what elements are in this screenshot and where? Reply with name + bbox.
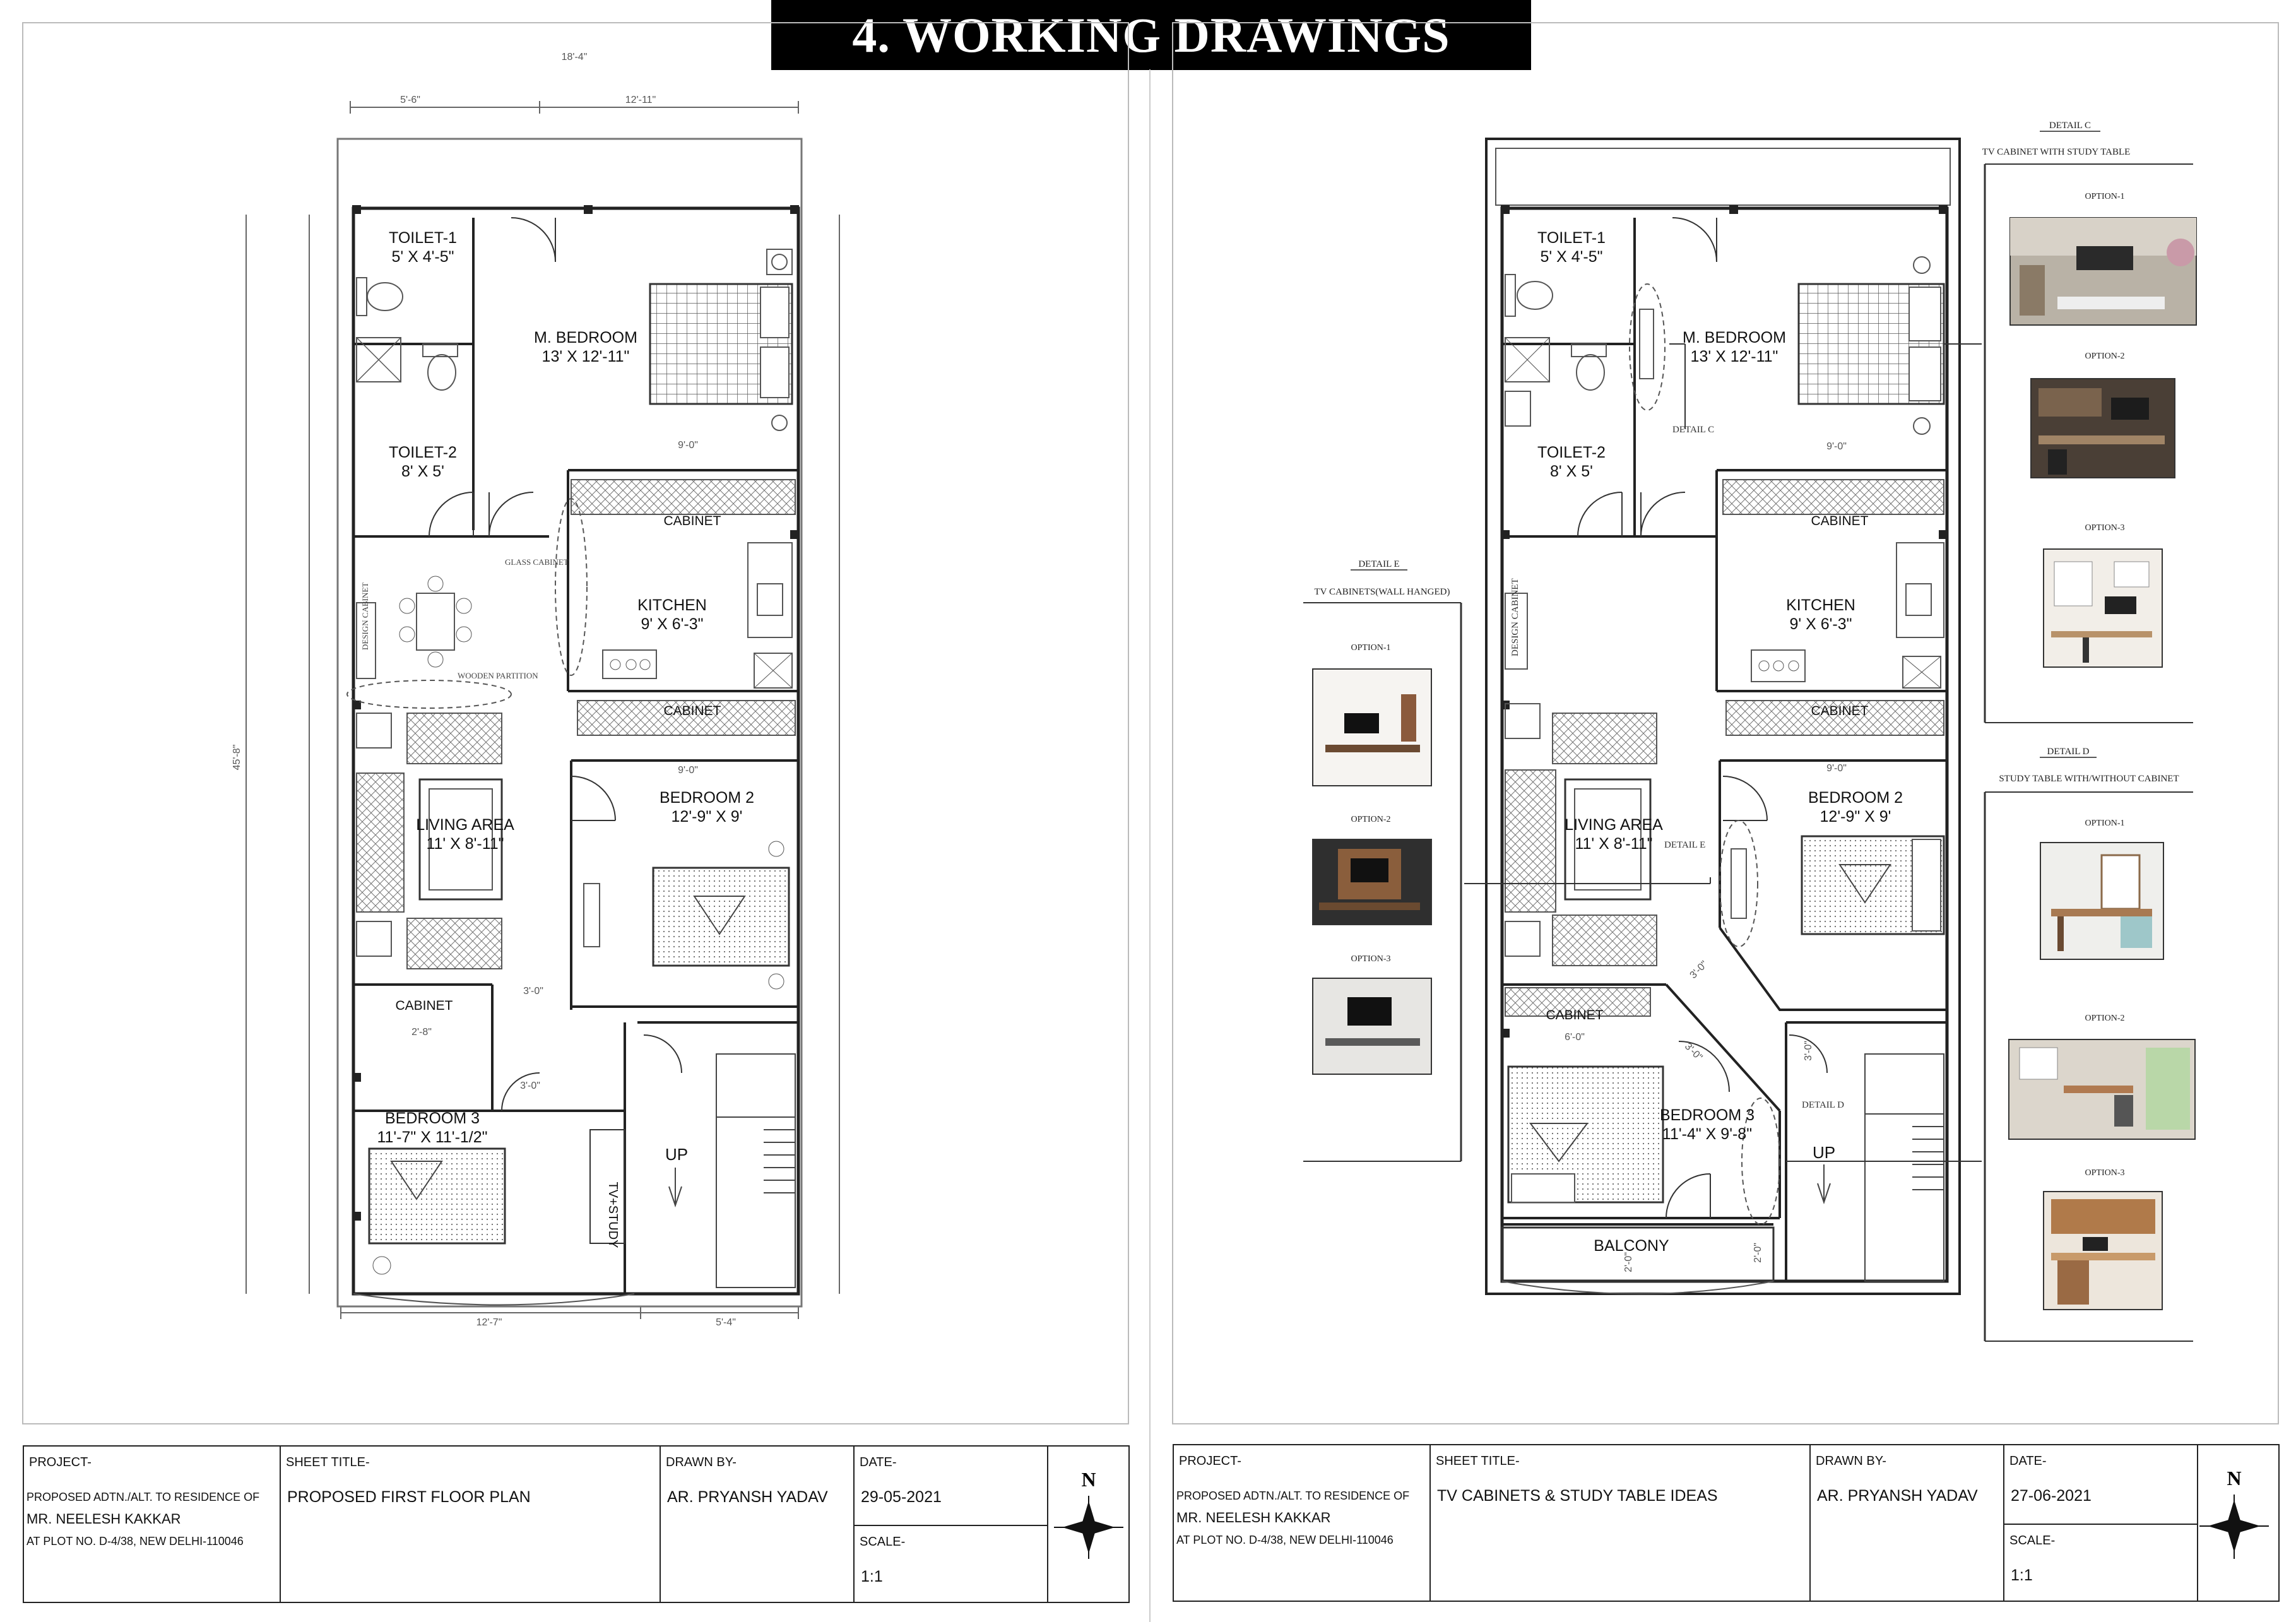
left-dim-9a: 9'-0" — [678, 440, 698, 451]
right-cabinet-b3-label: CABINET — [1546, 1008, 1604, 1022]
left-room-bedroom2-name: BEDROOM 2 — [659, 789, 755, 807]
right-sheet-title: TV CABINETS & STUDY TABLE IDEAS — [1437, 1487, 1718, 1505]
left-title-block — [23, 1445, 1130, 1603]
right-north-cell — [2198, 1445, 2278, 1601]
right-north-label: N — [2227, 1467, 2242, 1489]
left-dim-3b: 3'-0" — [520, 1080, 540, 1091]
left-room-kitchen-dim: 9' X 6'-3" — [641, 615, 704, 633]
left-dim-overall-width: 18'-4" — [561, 52, 588, 62]
left-room-toilet1-name: TOILET-1 — [389, 229, 457, 247]
left-project-label: PROJECT- — [29, 1455, 92, 1469]
left-room-kitchen-name: KITCHEN — [637, 596, 707, 614]
left-scale: 1:1 — [861, 1568, 883, 1585]
right-room-mbedroom-dim: 13' X 12'-11" — [1690, 348, 1778, 365]
right-dim-3b: 3'-0" — [1682, 1041, 1705, 1063]
left-cabinet-b3-label: CABINET — [395, 998, 453, 1013]
detail-c-option-1-label: OPTION-1 — [2085, 192, 2125, 201]
left-cabinet-mid-label: CABINET — [663, 704, 721, 718]
right-room-mbedroom-name: M. BEDROOM — [1683, 329, 1786, 346]
right-project-cell — [1174, 1445, 1431, 1601]
left-sheet-title: PROPOSED FIRST FLOOR PLAN — [287, 1488, 531, 1506]
detail-d-option-2-label: OPTION-2 — [2085, 1014, 2125, 1023]
left-dim-2: 2'-8" — [411, 1027, 432, 1038]
right-stair-up-label: UP — [1812, 1143, 1836, 1162]
right-project-line3: AT PLOT NO. D-4/38, NEW DELHI-110046 — [1176, 1534, 1394, 1546]
right-date-scale-cell — [2004, 1445, 2198, 1601]
right-detail-e-tag: DETAIL E — [1664, 840, 1706, 850]
detail-c-subtitle: TV CABINET WITH STUDY TABLE — [1982, 147, 2131, 157]
right-room-kitchen-name: KITCHEN — [1786, 596, 1855, 614]
right-dim-6: 6'-0" — [1565, 1032, 1585, 1043]
right-room-bedroom3-dim: 11'-4" X 9'-8" — [1662, 1125, 1753, 1143]
detail-d-option-2-image — [2009, 1039, 2195, 1139]
right-cabinet-mid-label: CABINET — [1811, 704, 1869, 718]
right-room-bedroom3-name: BEDROOM 3 — [1659, 1106, 1755, 1124]
left-dim-top-a: 5'-6" — [400, 95, 420, 105]
left-date-scale-cell — [855, 1447, 1048, 1602]
right-room-toilet1-dim: 5' X 4'-5" — [1540, 248, 1603, 266]
left-north-label: N — [1081, 1468, 1096, 1491]
right-sheet-title-label: SHEET TITLE- — [1436, 1454, 1520, 1468]
right-room-bedroom2-name: BEDROOM 2 — [1808, 789, 1903, 807]
right-room-toilet2-dim: 8' X 5' — [1550, 463, 1593, 480]
detail-e-option-3-image — [1313, 978, 1431, 1074]
left-cabinet-top-label: CABINET — [663, 514, 721, 528]
detail-c-title: DETAIL C — [2049, 121, 2092, 131]
left-date: 29-05-2021 — [861, 1488, 942, 1506]
right-date-label: DATE- — [2009, 1454, 2047, 1468]
detail-e-option-1-label: OPTION-1 — [1351, 643, 1391, 653]
detail-c-option-3-image — [2044, 549, 2162, 667]
right-drawn-by: AR. PRYANSH YADAV — [1817, 1487, 1978, 1505]
left-wooden-partition-label: WOODEN PARTITION — [458, 671, 538, 680]
left-dim-3a: 3'-0" — [523, 986, 543, 997]
left-dim-bottom-a: 12'-7" — [476, 1317, 502, 1328]
left-room-living-name: LIVING AREA — [416, 816, 514, 834]
left-room-bedroom2-dim: 12'-9" X 9' — [671, 808, 743, 826]
right-room-kitchen-dim: 9' X 6'-3" — [1789, 615, 1852, 633]
right-dim-2a: 2'-0" — [1623, 1252, 1634, 1272]
left-project-cell — [24, 1447, 281, 1602]
left-room-toilet2-name: TOILET-2 — [389, 444, 457, 461]
detail-d-option-3-label: OPTION-3 — [2085, 1168, 2125, 1178]
right-project-label: PROJECT- — [1179, 1454, 1241, 1468]
detail-e-option-1-image — [1313, 669, 1431, 786]
detail-d-title: DETAIL D — [2047, 747, 2090, 757]
detail-c-panel — [1982, 121, 2196, 723]
right-room-balcony-name: BALCONY — [1594, 1237, 1669, 1255]
detail-e-subtitle: TV CABINETS(WALL HANGED) — [1314, 587, 1450, 597]
left-room-toilet2-dim: 8' X 5' — [401, 463, 444, 480]
left-dim-top-b: 12'-11" — [625, 95, 656, 105]
left-room-mbedroom-dim: 13' X 12'-11" — [541, 348, 630, 365]
detail-c-option-2-image — [2031, 379, 2175, 478]
left-room-mbedroom-name: M. BEDROOM — [534, 329, 637, 346]
left-dim-9b: 9'-0" — [678, 765, 698, 776]
right-detail-c-tag: DETAIL C — [1672, 425, 1715, 435]
right-title-block — [1173, 1444, 2280, 1602]
left-room-living-dim: 11' X 8'-11" — [426, 835, 504, 853]
left-date-label: DATE- — [860, 1455, 897, 1469]
right-cabinet-top-label: CABINET — [1811, 514, 1869, 528]
left-project-line2: MR. NEELESH KAKKAR — [27, 1511, 181, 1527]
left-drawn-by-cell — [661, 1447, 855, 1602]
left-sheet-border — [23, 23, 1128, 1424]
left-project-line1: PROPOSED ADTN./ALT. TO RESIDENCE OF — [27, 1491, 260, 1503]
right-scale: 1:1 — [2011, 1566, 2033, 1584]
right-dim-9b: 9'-0" — [1826, 763, 1847, 774]
detail-e-option-2-label: OPTION-2 — [1351, 815, 1391, 824]
right-sheet-title-cell — [1431, 1445, 1811, 1601]
left-design-cabinet-label: DESIGN CABINET — [360, 582, 370, 650]
detail-c-option-2-label: OPTION-2 — [2085, 352, 2125, 361]
detail-c-option-1-image — [2010, 218, 2196, 325]
left-scale-label: SCALE- — [860, 1535, 906, 1549]
detail-d-panel — [1985, 747, 2195, 1341]
right-detail-d-tag: DETAIL D — [1802, 1100, 1844, 1110]
detail-e-title: DETAIL E — [1358, 559, 1400, 569]
left-glass-cabinet-label: GLASS CABINET — [505, 557, 569, 567]
left-north-cell — [1048, 1447, 1128, 1602]
right-room-living-name: LIVING AREA — [1565, 816, 1663, 834]
right-design-cabinet-label: DESIGN CABINET — [1510, 578, 1520, 656]
right-dim-3c: 3'-0" — [1803, 1041, 1814, 1061]
left-floor-plan — [246, 101, 839, 1319]
right-date: 27-06-2021 — [2011, 1487, 2092, 1505]
right-room-toilet1-name: TOILET-1 — [1537, 229, 1606, 247]
detail-d-subtitle: STUDY TABLE WITH/WITHOUT CABINET — [1999, 774, 2179, 784]
detail-e-option-3-label: OPTION-3 — [1351, 954, 1391, 964]
detail-d-option-1-image — [2040, 843, 2163, 959]
right-dim-9a: 9'-0" — [1826, 441, 1847, 452]
detail-e-option-2-image — [1313, 839, 1431, 925]
left-drawn-by: AR. PRYANSH YADAV — [667, 1488, 828, 1506]
left-sheet-title-cell — [281, 1447, 661, 1602]
left-room-bedroom3-dim: 11'-7" X 11'-1/2" — [377, 1128, 488, 1146]
left-stair-up-label: UP — [665, 1145, 689, 1164]
left-room-bedroom3-name: BEDROOM 3 — [384, 1110, 480, 1127]
right-drawn-by-cell — [1811, 1445, 2004, 1601]
left-sheet-title-label: SHEET TITLE- — [286, 1455, 370, 1469]
right-project-line1: PROPOSED ADTN./ALT. TO RESIDENCE OF — [1176, 1489, 1410, 1502]
right-drawn-by-label: DRAWN BY- — [1816, 1454, 1886, 1468]
detail-e-panel — [1303, 559, 1461, 1161]
right-room-toilet2-name: TOILET-2 — [1537, 444, 1606, 461]
right-scale-label: SCALE- — [2009, 1534, 2056, 1548]
page-title: 4. WORKING DRAWINGS — [852, 7, 1450, 62]
left-tv-study-label: TV+STUDY — [606, 1181, 620, 1248]
left-dim-bottom-b: 5'-4" — [716, 1317, 736, 1328]
detail-c-option-3-label: OPTION-3 — [2085, 523, 2125, 533]
right-room-living-dim: 11' X 8'-11" — [1575, 835, 1653, 853]
right-project-line2: MR. NEELESH KAKKAR — [1176, 1510, 1331, 1525]
detail-d-option-1-label: OPTION-1 — [2085, 819, 2125, 828]
left-drawn-by-label: DRAWN BY- — [666, 1455, 737, 1469]
left-room-toilet1-dim: 5' X 4'-5" — [391, 248, 454, 266]
right-dim-3a: 3'-0" — [1688, 959, 1710, 981]
right-room-bedroom2-dim: 12'-9" X 9' — [1820, 808, 1891, 826]
left-dim-overall-height: 45'-8" — [232, 744, 242, 771]
detail-d-option-3-image — [2044, 1192, 2162, 1310]
right-dim-2b: 2'-0" — [1753, 1243, 1763, 1263]
left-project-line3: AT PLOT NO. D-4/38, NEW DELHI-110046 — [27, 1535, 244, 1548]
